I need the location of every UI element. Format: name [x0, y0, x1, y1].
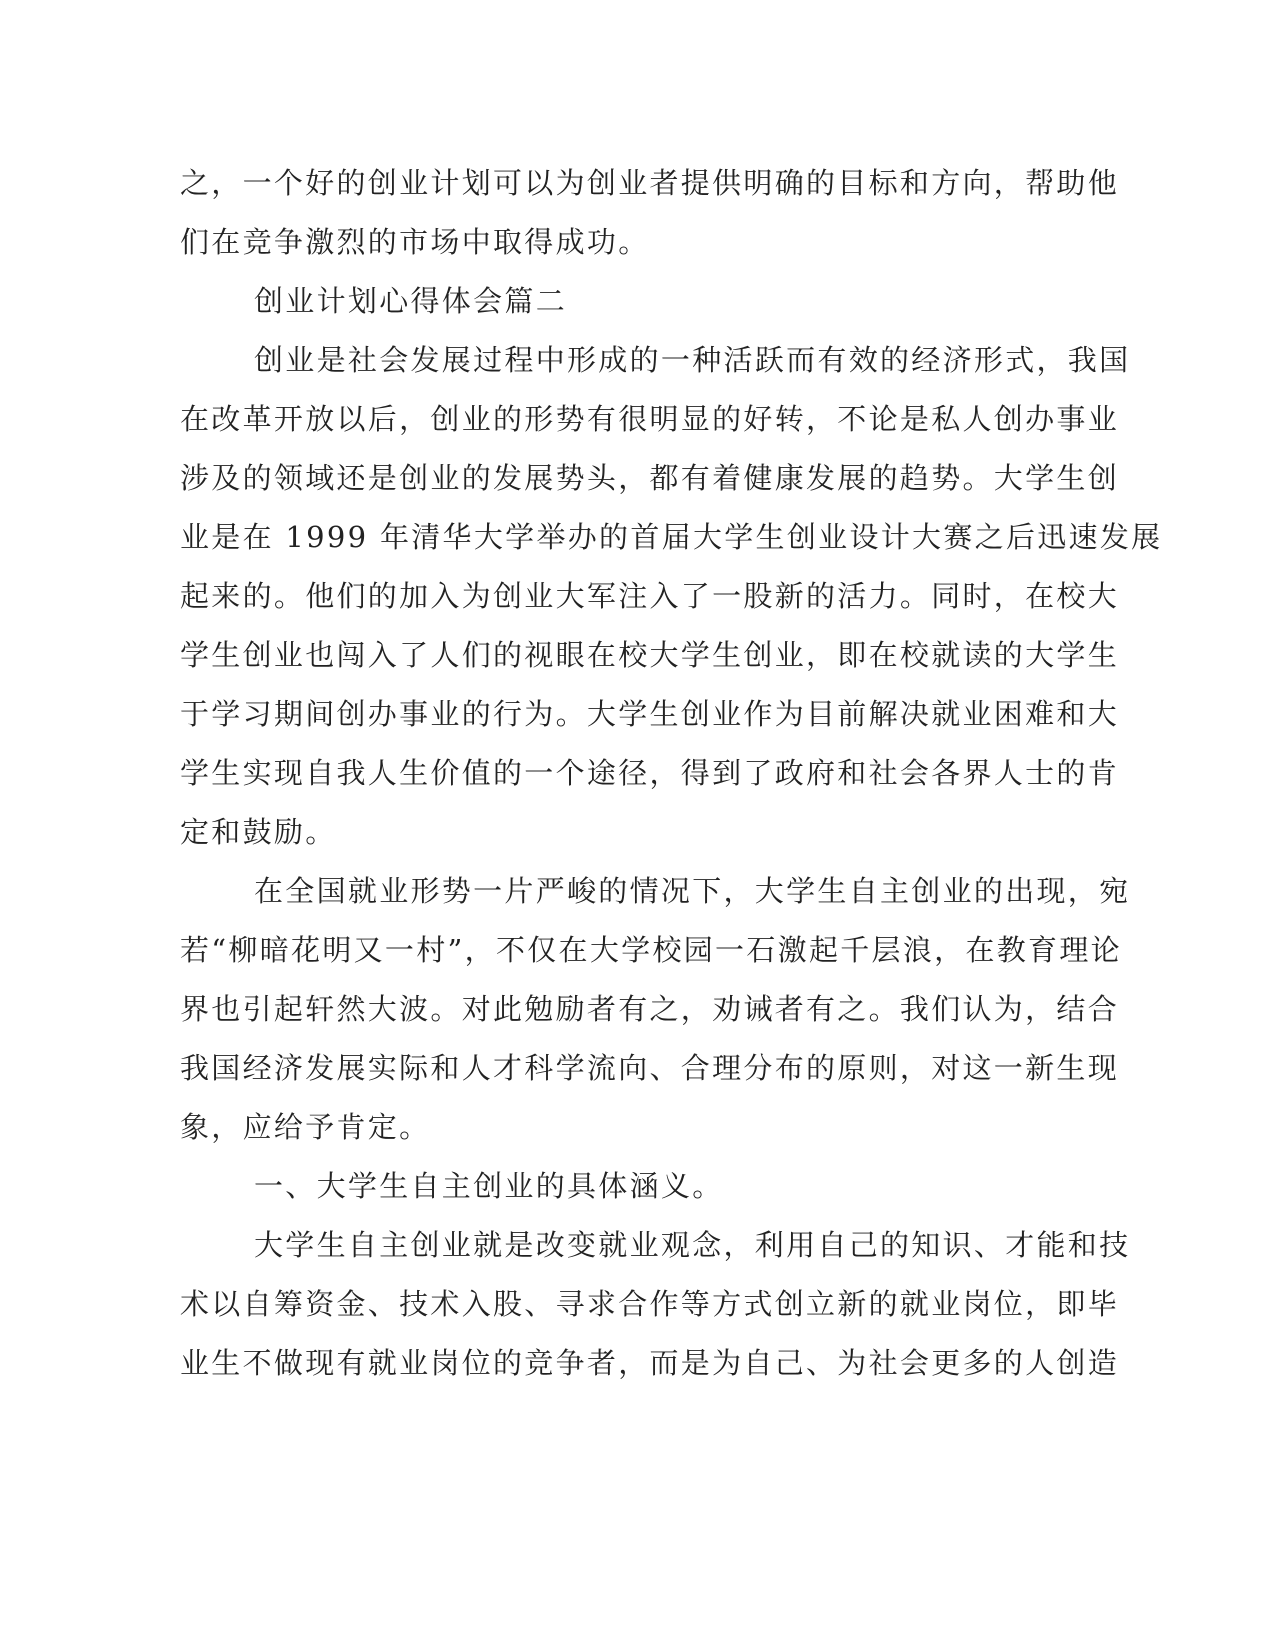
paragraph-body-1 — [180, 335, 1163, 866]
text-line: 在全国就业形势一片严峻的情况下，大学生自主创业的出现，宛 — [254, 874, 1131, 908]
text-line: 学生创业也闯入了人们的视眼在校大学生创业，即在校就读的大学生 — [180, 638, 1120, 672]
text-line: 若“柳暗花明又一村”，不仅在大学校园一石激起千层浪，在教育理论 — [180, 933, 1122, 967]
text-line: 涉及的领域还是创业的发展势头，都有着健康发展的趋势。大学生创 — [180, 461, 1120, 495]
text-line: 在改革开放以后，创业的形势有很明显的好转，不论是私人创办事业 — [180, 402, 1120, 436]
text-line: 我国经济发展实际和人才科学流向、合理分布的原则，对这一新生现 — [180, 1051, 1120, 1085]
text-line: 业生不做现有就业岗位的竞争者，而是为自己、为社会更多的人创造 — [180, 1346, 1120, 1380]
text-line: 学生实现自我人生价值的一个途径，得到了政府和社会各界人士的肯 — [180, 756, 1120, 790]
text-line: 们在竞争激烈的市场中取得成功。 — [180, 225, 650, 259]
subsection-heading — [180, 1161, 1030, 1220]
subsection-heading-line: 一、大学生自主创业的具体涵义。 — [254, 1169, 724, 1203]
text-line: 业是在 1999 年清华大学举办的首届大学生创业设计大赛之后迅速发展 — [180, 520, 1163, 554]
paragraph-body-3 — [180, 1220, 1131, 1397]
text-line: 大学生自主创业就是改变就业观念，利用自己的知识、才能和技 — [254, 1228, 1131, 1262]
text-line: 界也引起轩然大波。对此勉励者有之，劝诫者有之。我们认为，结合 — [180, 992, 1120, 1026]
paragraph-intro-end — [180, 158, 1120, 276]
text-line: 象，应给予肯定。 — [180, 1110, 431, 1144]
text-line: 之，一个好的创业计划可以为创业者提供明确的目标和方向，帮助他 — [180, 166, 1120, 200]
section-heading — [180, 276, 1030, 335]
heading-line: 创业计划心得体会篇二 — [254, 284, 568, 318]
text-line: 起来的。他们的加入为创业大军注入了一股新的活力。同时，在校大 — [180, 579, 1120, 613]
text-line: 定和鼓励。 — [180, 815, 337, 849]
text-line: 于学习期间创办事业的行为。大学生创业作为目前解决就业困难和大 — [180, 697, 1120, 731]
document-body — [180, 158, 1163, 1397]
text-line: 创业是社会发展过程中形成的一种活跃而有效的经济形式，我国 — [254, 343, 1131, 377]
text-line: 术以自筹资金、技术入股、寻求合作等方式创立新的就业岗位，即毕 — [180, 1287, 1120, 1321]
paragraph-body-2 — [180, 866, 1131, 1161]
